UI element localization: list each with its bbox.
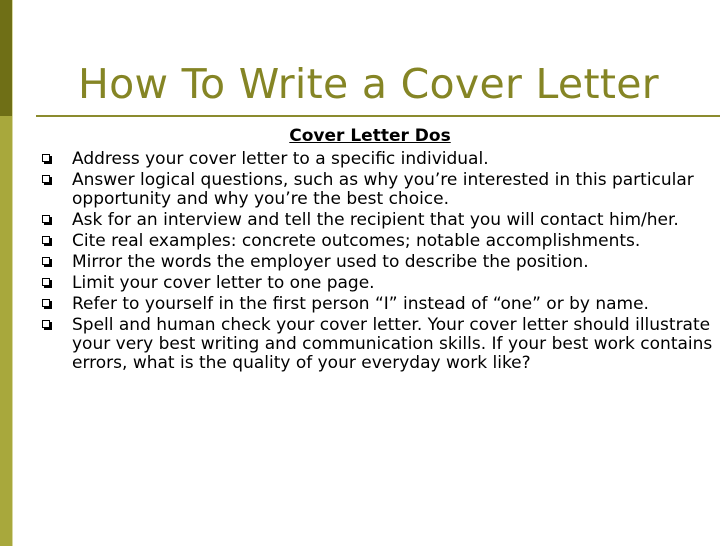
bullet-item	[42, 253, 718, 272]
bullet-text: Address your cover letter to a specific individual.	[72, 149, 489, 169]
left-accent-bar-light	[0, 116, 12, 546]
title-divider	[36, 115, 720, 117]
bullet-text: Answer logical questions, such as why you’re interested in this particular opportunity and why you’re the best choice.	[72, 170, 694, 209]
slide-title: How To Write a Cover Letter	[78, 60, 659, 108]
left-accent-bar-dark	[0, 0, 12, 116]
square-bullet-icon	[42, 257, 50, 265]
bullet-text: Ask for an interview and tell the recipient that you will contact him/her.	[72, 210, 679, 230]
bullet-text: Limit your cover letter to one page.	[72, 273, 375, 293]
bullet-text: Refer to yourself in the first person “I” instead of “one” or by name.	[72, 294, 649, 314]
square-bullet-icon	[42, 299, 50, 307]
bullet-text: Cite real examples: concrete outcomes; notable accomplishments.	[72, 231, 641, 251]
square-bullet-icon	[42, 278, 50, 286]
bullet-item	[42, 232, 718, 251]
bullet-item	[42, 150, 718, 169]
bullet-item	[42, 211, 718, 230]
square-bullet-icon	[42, 320, 50, 328]
square-bullet-icon	[42, 175, 50, 183]
left-accent-line	[12, 0, 13, 546]
square-bullet-icon	[42, 154, 50, 162]
bullet-item	[42, 316, 718, 373]
bullet-item	[42, 295, 718, 314]
section-subheading: Cover Letter Dos	[289, 126, 451, 146]
bullet-item	[42, 274, 718, 293]
square-bullet-icon	[42, 236, 50, 244]
bullet-item	[42, 171, 718, 209]
bullet-text: Mirror the words the employer used to describe the position.	[72, 252, 589, 272]
bullet-list	[42, 150, 718, 375]
square-bullet-icon	[42, 215, 50, 223]
bullet-text: Spell and human check your cover letter. Your cover letter should illustrate your very best writing and communication skills. If your best work contains errors, what is the quality of your everyday work like?	[72, 315, 713, 373]
